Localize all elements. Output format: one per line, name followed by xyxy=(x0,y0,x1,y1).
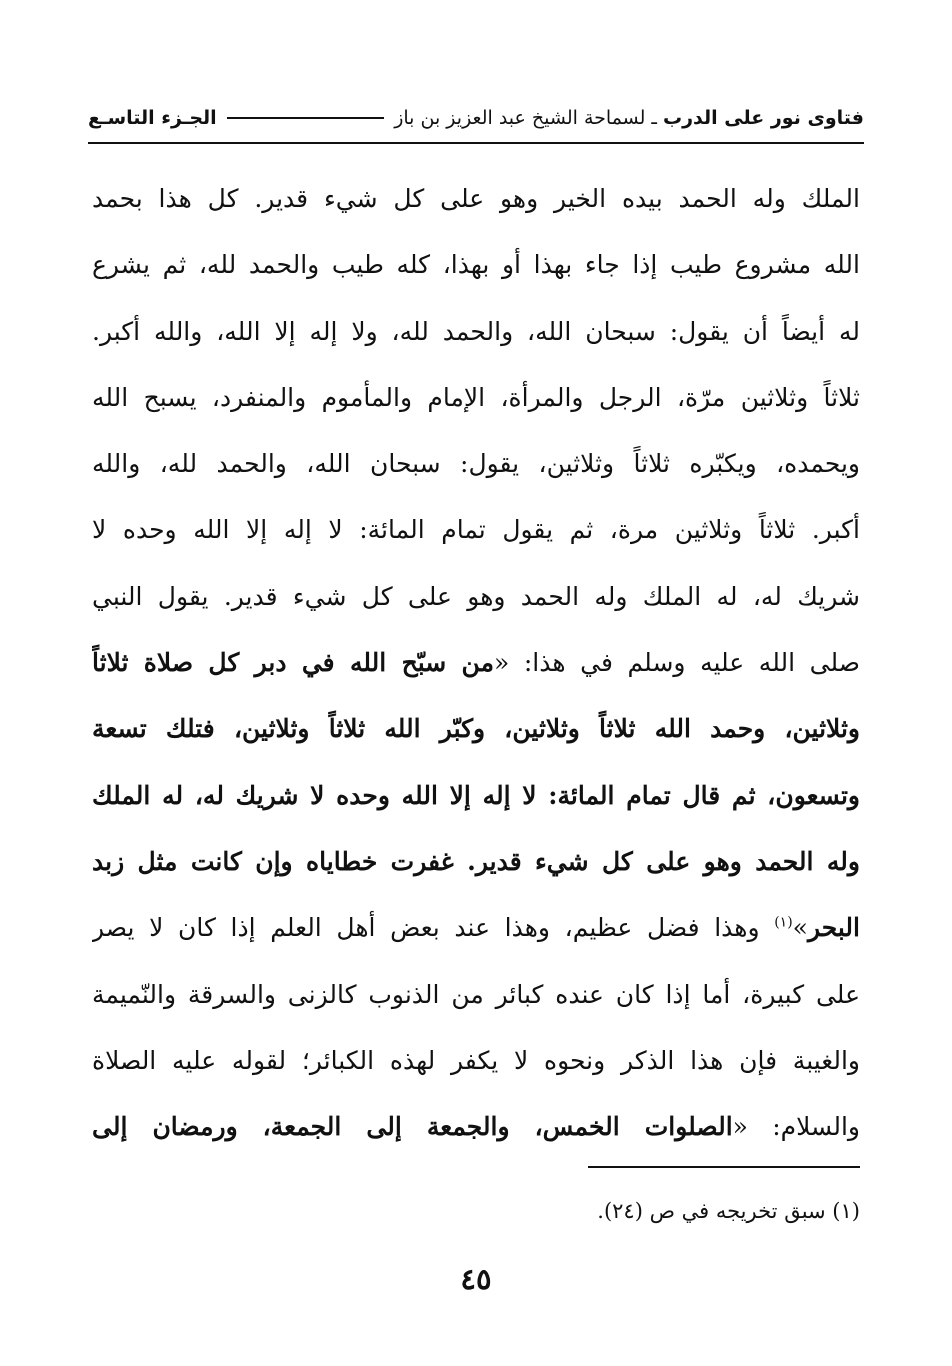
text-line xyxy=(92,630,860,696)
hadith-line: وثلاثين، وحمد الله ثلاثاً وثلاثين، وكبّر الله ثلاثاً وثلاثين، فتلك تسعة xyxy=(92,714,860,744)
text-line xyxy=(92,1094,860,1160)
hadith-quote: من سبّح الله في دبر كل صلاة ثلاثاً xyxy=(92,648,494,678)
body-text xyxy=(92,166,860,1160)
hadith-line: وله الحمد وهو على كل شيء قدير. غفرت خطاياه وإن كانت مثل زبد xyxy=(92,846,860,876)
book-title: فتاوى نور على الدرب xyxy=(663,107,864,129)
hadith-quote-end: البحر xyxy=(807,913,860,943)
text-line: الله مشروع طيب إذا جاء بهذا أو بهذا، كله طيب والحمد لله، ثم يشرع xyxy=(92,250,860,280)
text-line: على كبيرة، أما إذا كان عنده كبائر من الذنوب كالزنى والسرقة والنّميمة xyxy=(92,979,860,1009)
page-number: ٤٥ xyxy=(460,1262,492,1296)
header-dash-rule xyxy=(227,117,385,119)
footnote: (١) سبق تخريجه في ص (٢٤). xyxy=(597,1199,860,1223)
text-line: الملك وله الحمد بيده الخير وهو على كل شيء قدير. كل هذا بحمد xyxy=(92,184,860,213)
text-line: شريك له، له الملك وله الحمد وهو على كل شيء قدير. يقول النبي xyxy=(92,581,860,611)
text-line: ثلاثاً وثلاثين مرّة، الرجل والمرأة، الإمام والمأموم والمنفرد، يسبح الله xyxy=(92,382,860,412)
footnote-divider xyxy=(588,1166,860,1168)
text-line: ويحمده، ويكبّره ثلاثاً وثلاثين، يقول: سبحان الله، والحمد لله، والله xyxy=(92,449,860,479)
header-divider xyxy=(88,142,864,144)
text-plain: صلى الله عليه وسلم في هذا: « xyxy=(493,648,860,678)
hadith-quote: الصلوات الخمس، والجمعة إلى الجمعة، ورمضان إلى xyxy=(92,1112,733,1142)
author-name: لسماحة الشيخ عبد العزيز بن باز xyxy=(394,107,646,129)
text-line: أكبر. ثلاثاً وثلاثين مرة، ثم يقول تمام المائة: لا إله إلا الله وحده لا xyxy=(92,515,860,545)
text-line: والغيبة فإن هذا الذكر ونحوه لا يكفر لهذه الكبائر؛ لقوله عليه الصلاة xyxy=(92,1045,860,1075)
text-line: له أيضاً أن يقول: سبحان الله، والحمد لله، ولا إله إلا الله، والله أكبر. xyxy=(92,316,860,346)
running-header xyxy=(88,98,864,138)
hadith-line: وتسعون، ثم قال تمام المائة: لا إله إلا الله وحده لا شريك له، له الملك xyxy=(92,780,860,810)
footnote-marker: (١) xyxy=(774,914,793,931)
text-plain: والسلام: « xyxy=(732,1112,860,1142)
text-plain: وهذا فضل عظيم، وهذا عند بعض أهل العلم إذا كان لا يصر xyxy=(92,913,775,943)
part-title: الجـزء التاسـع xyxy=(88,107,217,129)
text-line xyxy=(92,895,860,961)
quote-close: » xyxy=(792,913,808,943)
header-separator: ـ xyxy=(651,107,657,129)
